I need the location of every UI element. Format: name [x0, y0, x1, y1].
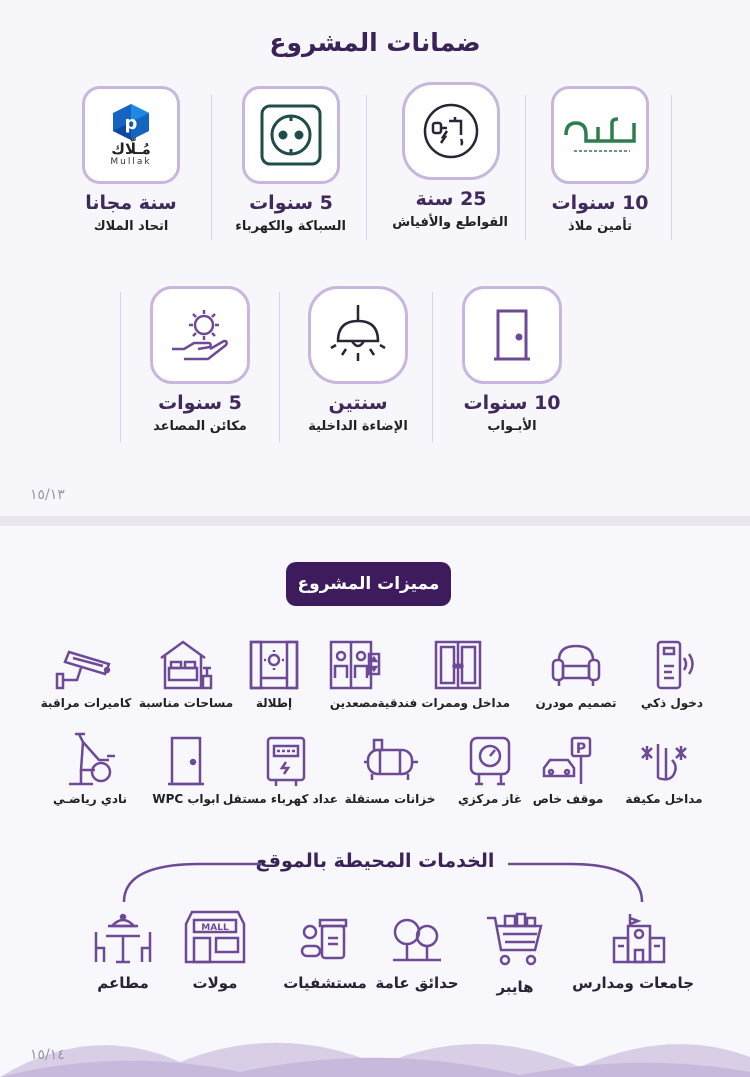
service-hospitals — [270, 912, 380, 992]
school-icon — [610, 912, 668, 966]
service-restaurants — [68, 912, 178, 992]
service-hypermarket — [460, 912, 570, 996]
guarantees-page — [0, 0, 750, 516]
bottom-wave-decoration — [0, 1017, 750, 1077]
svg-text:P: P — [575, 741, 587, 757]
door-icon — [462, 286, 562, 384]
feature-label: تصميم مودرن — [535, 696, 617, 710]
feature-label: غاز مركزي — [457, 792, 523, 806]
guarantee-value: سنتين — [328, 392, 388, 414]
gas-meter-icon — [465, 734, 515, 788]
service-label: مولات — [192, 974, 238, 992]
mullak-logo-text: مُـلّاك — [111, 140, 151, 158]
feature-label: عداد كهرباء مستقل — [222, 792, 338, 806]
guarantee-doors — [460, 286, 564, 434]
cart-icon — [485, 912, 545, 970]
exercise-bike-icon — [59, 730, 121, 788]
mullak-logo-latin: Mullak — [110, 157, 152, 167]
trees-icon — [389, 912, 445, 966]
guarantee-label: القواطع والأفياش — [392, 215, 508, 230]
service-label: هايبر — [496, 978, 534, 996]
guarantee-label: السباكة والكهرباء — [235, 219, 346, 234]
ac-icon — [636, 734, 692, 788]
feature-label: مصعدين — [329, 696, 379, 710]
feature-air-conditioned-entrances — [612, 734, 716, 806]
parking-icon — [540, 734, 596, 788]
feature-independent-electric-meter — [222, 734, 338, 806]
feature-label: مداخل وممرات فندقية — [377, 696, 510, 710]
page-number: ١٥/١٤ — [30, 1047, 65, 1063]
service-label: حدائق عامة — [375, 974, 459, 992]
service-universities-schools — [572, 912, 694, 992]
guarantee-interior-lighting — [300, 286, 416, 434]
door-icon — [164, 734, 208, 788]
feature-cctv — [34, 638, 138, 710]
feature-independent-tanks — [338, 734, 442, 806]
feature-wpc-doors — [134, 734, 238, 806]
socket-icon — [242, 86, 340, 184]
double-door-icon — [432, 638, 484, 692]
lamp-icon — [308, 286, 408, 384]
gear-hand-icon — [150, 286, 250, 384]
guarantee-plumbing-electric — [236, 86, 346, 234]
feature-suitable-spaces — [134, 638, 238, 710]
feature-label: مساحات مناسبة — [138, 696, 234, 710]
guarantee-label: اتحاد الملاك — [93, 219, 169, 234]
feature-hotel-corridors — [377, 638, 510, 710]
malath-logo — [551, 86, 649, 184]
feature-label: موقف خاص — [532, 792, 604, 806]
guarantee-value: 10 سنوات — [551, 192, 649, 214]
feature-label: نادي رياضـي — [52, 792, 128, 806]
guarantee-label: تأمين ملاذ — [568, 219, 632, 234]
feature-label: ابواب WPC — [152, 792, 220, 806]
guarantee-value: 5 سنوات — [158, 392, 242, 414]
feature-gym — [38, 730, 142, 806]
tap-plug-icon — [402, 82, 500, 180]
service-label: مستشفيات — [283, 974, 367, 992]
feature-central-gas — [438, 734, 542, 806]
guarantees-title: ضمانات المشروع — [269, 28, 481, 57]
guarantee-breakers-outlets — [394, 82, 508, 230]
guarantee-value: 10 سنوات — [463, 392, 561, 414]
page-separator — [0, 516, 750, 526]
mullak-logo — [82, 86, 180, 184]
feature-label: خزانات مستقلة — [344, 792, 436, 806]
mall-icon — [180, 908, 250, 966]
guarantee-elevator-machines — [148, 286, 252, 434]
feature-label: إطلالة — [255, 696, 293, 710]
cctv-icon — [55, 638, 117, 692]
feature-modern-design — [524, 638, 628, 710]
electric-meter-icon — [262, 734, 310, 788]
feature-smart-entry — [620, 638, 724, 710]
armchair-icon — [549, 638, 603, 692]
elevator-icon — [327, 638, 381, 692]
guarantee-value: سنة مجانا — [85, 192, 177, 214]
features-title-badge: مميزات المشروع — [286, 562, 451, 606]
smart-lock-icon — [646, 638, 698, 692]
pills-icon — [298, 912, 352, 966]
guarantee-value: 25 سنة — [415, 188, 487, 210]
feature-label: مداخل مكيفة — [625, 792, 703, 806]
guarantee-owners-union — [76, 86, 186, 234]
guarantee-label: الأبـواب — [487, 419, 537, 434]
feature-label: دخول ذكي — [640, 696, 704, 710]
bedroom-icon — [157, 638, 215, 692]
guarantee-malath-insurance — [548, 86, 652, 234]
service-label: جامعات ومدارس — [572, 974, 694, 992]
window-icon — [247, 638, 301, 692]
services-title: الخدمات المحيطة بالموقع — [255, 850, 495, 872]
feature-label: كاميرات مراقبة — [40, 696, 132, 710]
service-label: مطاعم — [97, 974, 149, 992]
page-number: ١٥/١٣ — [30, 487, 65, 503]
guarantee-label: مكائن المصاعد — [153, 419, 247, 434]
guarantee-label: الإضاءة الداخلية — [308, 419, 408, 434]
svg-text:p: p — [124, 113, 138, 134]
tank-icon — [360, 734, 420, 788]
mall-sign-text: MALL — [201, 923, 229, 933]
restaurant-icon — [92, 912, 154, 966]
guarantee-value: 5 سنوات — [249, 192, 333, 214]
